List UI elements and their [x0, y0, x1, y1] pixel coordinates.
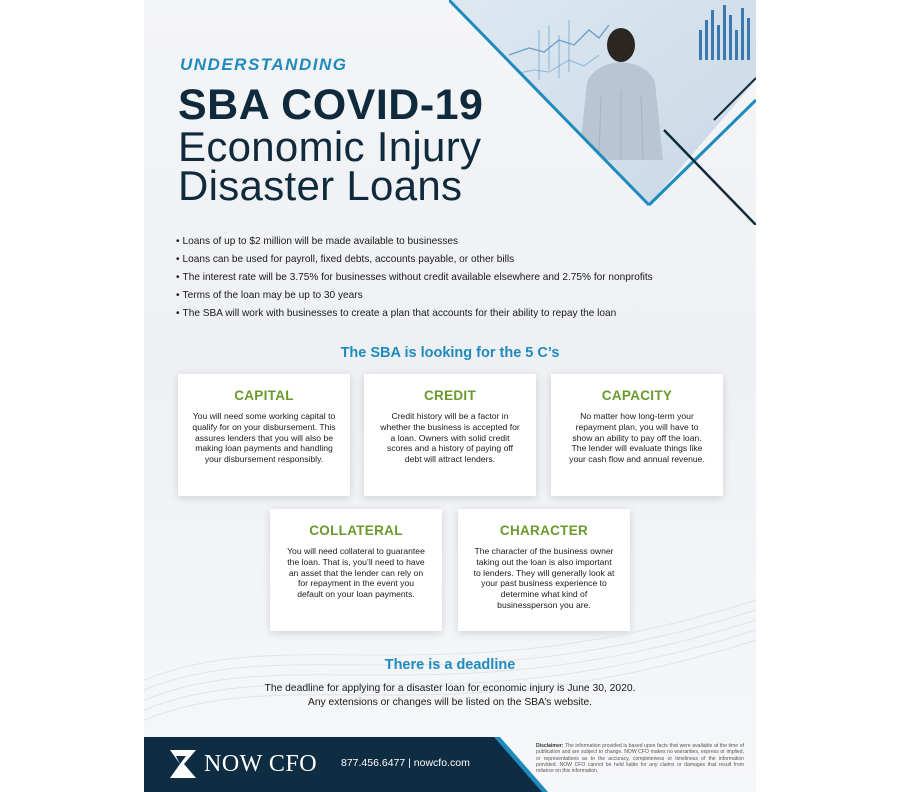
card-credit [364, 374, 536, 496]
header-kicker: UNDERSTANDING [180, 55, 348, 74]
list-item: • Loans of up to $2 million will be made available to businesses [176, 233, 736, 251]
list-item: • The SBA will work with businesses to create a plan that accounts for their ability to repay the loan [176, 305, 736, 323]
list-item: • Loans can be used for payroll, fixed debts, accounts payable, or other bills [176, 251, 736, 269]
contact-info: 877.456.6477 | nowcfo.com [341, 757, 470, 769]
now-cfo-logo [168, 748, 317, 780]
card-title: COLLATERAL [309, 523, 403, 538]
key-facts-list [176, 233, 736, 323]
page-title: SBA COVID-19 [178, 81, 484, 129]
deadline-line-2: Any extensions or changes will be listed on the SBA’s website. [307, 697, 593, 708]
hero-image [449, 0, 756, 225]
card-title: CHARACTER [499, 523, 589, 538]
card-capacity [551, 374, 723, 496]
disclaimer-label: Disclaimer: [536, 743, 564, 749]
now-cfo-logo-icon [168, 748, 198, 780]
logo-text: NOW CFO [204, 750, 318, 777]
page-title-line-1: Economic Injury [178, 123, 482, 170]
list-item: • The interest rate will be 3.75% for businesses without credit available elsewhere and 2.75% for nonprofits [176, 269, 736, 287]
card-title: CAPACITY [601, 388, 673, 403]
card-body: No matter how long-term your repayment plan, you will have to show an ability to pay off the loan. The lender will evaluate things like your cash flow and annual revenue. [569, 411, 705, 465]
flyer-page [144, 0, 756, 792]
footer [144, 737, 756, 792]
five-cs-heading: The SBA is looking for the 5 C’s [340, 345, 560, 361]
card-body: You will need some working capital to qualify for on your disbursement. This assures lenders that you will also be making loan payments and handling your disbursement responsibly. [192, 411, 336, 465]
card-title: CAPITAL [234, 388, 294, 403]
hero-illustration [449, 0, 756, 225]
list-item: • Terms of the loan may be up to 30 years [176, 287, 736, 305]
page-title-line-2: Disaster Loans [178, 162, 463, 209]
disclaimer-text: The information provided is based upon facts that were available at the time of publication and are subject to change. NOW CFO makes no warranties, express or implied, or representations as to the accuracy, completeness or timeliness of the information provided. NOW CFO cannot be held liable for any claims or damages that result from reliance on this information. [536, 743, 744, 775]
deadline-line-1: The deadline for applying for a disaster loan for economic injury is June 30, 2020. [264, 683, 636, 694]
card-capital [178, 374, 350, 496]
card-title: CREDIT [423, 388, 477, 403]
card-body: The character of the business owner taking out the loan is also important to lenders. They will generally look at your past business experience to determine what kind of businessperson you are. [473, 546, 615, 610]
card-body: You will need collateral to guarantee the loan. That is, you’ll need to have an asset that the lender can rely on for repayment in the event you default on your loan payments. [287, 546, 425, 600]
disclaimer [536, 743, 744, 774]
card-body: Credit history will be a factor in whether the business is accepted for a loan. Owners with solid credit scores and a history of paying off debt will attract lenders. [380, 411, 520, 465]
deadline-heading: There is a deadline [384, 657, 516, 673]
